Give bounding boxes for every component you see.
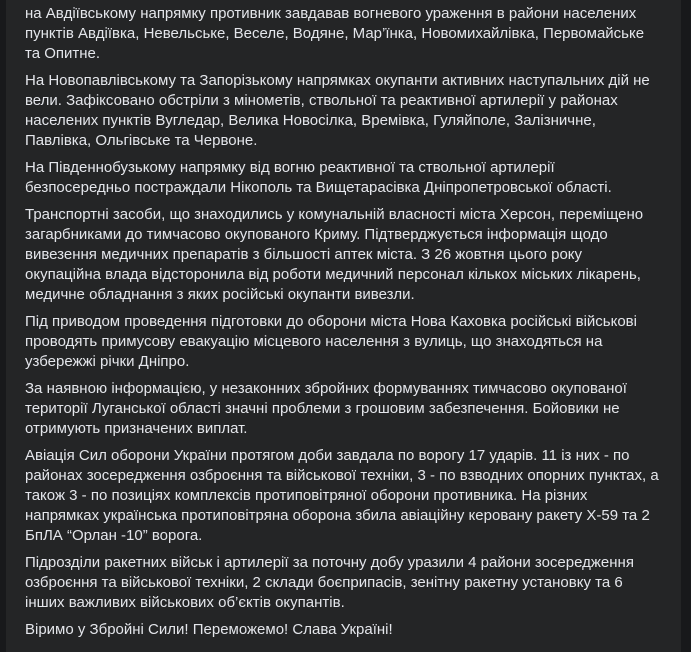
post-paragraph: на Авдіївському напрямку противник завдавав вогневого ураження в райони населених пунктів Авдіївка, Невельське, Веселе, Водяне, Мар’їнка, Новомихайлівка, Первомайське та Опитне. [25, 5, 645, 62]
post-paragraph: На Південнобузькому напрямку від вогню реактивної та ствольної артилерії безпосередньо постраждали Нікополь та Вищетарасівка Дніпропетровської області. [25, 159, 612, 196]
post-text-body [6, 0, 681, 652]
post-paragraph: Транспортні засоби, що знаходились у комунальній власності міста Херсон, переміщено загарбниками до тимчасово окупованого Криму. Підтверджується інформація щодо вивезення медичних препаратів з більшості аптек міста. З 26 жовтня цього року окупаційна влада відсторонила від роботи медичний персонал кількох міських лікарень, медичне обладнання з яких російські окупанти вивезли. [25, 206, 644, 303]
post-paragraph: Авіація Сил оборони України протягом доби завдала по ворогу 17 ударів. 11 із них - по районах зосередження озброєння та військової техніки, 3 - по взводних опорних пунктах, а також 3 - по позиціях комплексів протиповітряної оборони противника. На різних напрямках українська протиповітряна оборона збила авіаційну керовану ракету Х-59 та 2 БпЛА “Орлан -10” ворога. [25, 447, 659, 544]
post-paragraph: Віримо у Збройні Сили! Переможемо! Слава Україні! [25, 621, 393, 638]
post-card [6, 0, 681, 652]
post-paragraph: Під приводом проведення підготовки до оборони міста Нова Каховка російські військові проводять примусову евакуацію місцевого населення з вулиць, що знаходяться на узбережжі річки Дніпро. [25, 313, 637, 370]
post-paragraph: Підрозділи ракетних військ і артилерії за поточну добу уразили 4 райони зосередження озброєння та військової техніки, 2 склади боєприпасів, зенітну ракетну установку та 6 інших важливих військових об’єктів окупантів. [25, 554, 634, 611]
post-paragraph: На Новопавлівському та Запорізькому напрямках окупанти активних наступальних дій не вели. Зафіксовано обстріли з мінометів, ствольної та реактивної артилерії у районах населених пунктів Вугледар, Велика Новосілка, Времівка, Гуляйполе, Залізничне, Павлівка, Ольгівське та Червоне. [25, 72, 650, 149]
post-paragraph: За наявною інформацією, у незаконних збройних формуваннях тимчасово окупованої території Луганської області значні проблеми з грошовим забезпечення. Бойовики не отримують призначених виплат. [25, 380, 627, 437]
